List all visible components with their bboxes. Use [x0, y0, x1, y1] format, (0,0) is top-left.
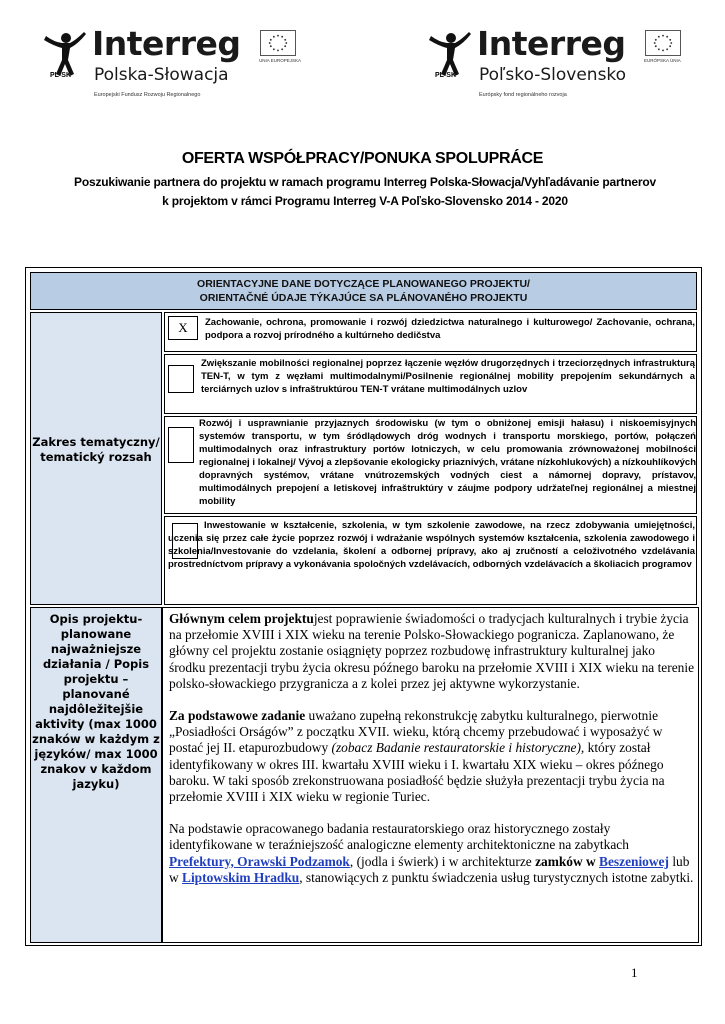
logo-program: Poľsko-Slovensko [479, 65, 627, 85]
logo-name: Interreg [477, 24, 626, 63]
eu-label: EURÓPSKA ÚNIA [644, 58, 681, 63]
option-text: Zachowanie, ochrona, promowanie i rozwój dziedzictwa naturalnego i kulturowego/ Zachovanie, ochrana, podpora a rozvoj prírodného a kultúrneho dedičstva [205, 317, 695, 341]
description-text: , stanowiących z punktu świadczenia usług turystycznych istotne zabytki. [299, 869, 694, 885]
option-checkbox[interactable] [168, 427, 194, 463]
description-text: , (jodla i świerk) i w architekturze [349, 853, 536, 869]
logo-code: PL-SK [50, 72, 71, 79]
option-text: Rozwój i usprawnianie przyjaznych środowisku (w tym o obniżonej emisji hałasu) i niskoemisyjnych systemów transportu, w tym śródlądowych dróg wodnych i transportu morskiego, portów, połączeń multimodalnych oraz infrastruktury portów lotniczych, w celu promowania zrównoważonej mobilności regionalnej i lokalnej/ Vývoj a zlepšovanie ekologicky priaznivých, vrátane nízkohlukových) a nízkouhlíkových dopravných systémov, vrátane vnútrozemských vodných ciest a námornej dopravy, prístavov, multimodálnych prepojení a letiskovej infraštruktúry v záujme podpory udržateľnej regionálnej a miestnej mobility [199, 418, 696, 507]
description-text: jest poprawienie świadomości o tradycjach kulturalnych i trybie życia na przełomie XVIII i XIX wieku na terenie Polsko-Słowackiego pogranicza. Zaplanowano, że główny cel projektu zostanie osiągnięty poprzez rozbudowę infrastruktury kulturalnej jako środku prezentacji trybu życia okresu późnego baroku na przełomie XVIII i XIX wieku na terenie polsko-słowackiego przygranicza a z kolei przez jej aktywne wykorzystanie. [169, 611, 695, 691]
thematic-option-4 [164, 516, 697, 605]
beszeniowej-link[interactable]: Beszeniowej [599, 853, 669, 869]
thematic-option-1 [164, 312, 697, 352]
prefektury-link[interactable]: Prefektury, Orawski Podzamok [169, 853, 350, 869]
project-table [25, 267, 702, 946]
restoration-study-note: (zobacz Badanie restauratorskie i historyczne), [331, 740, 585, 756]
description-paragraph-1 [169, 611, 694, 692]
description-text: uważano zupełną rekonstrukcję zabytku kulturalnego, pierwotnie „Posiadłości Orságów” z początku XVII. wieku, którą chcemy przebudować i wyposażyć w postać jej II. etapurozbudowy [169, 708, 663, 756]
logo-interreg-sk [425, 24, 725, 114]
table-header-line-2: ORIENTAČNÉ ÚDAJE TÝKAJÚCE SA PLÁNOVANÉHO PROJEKTU [199, 292, 528, 304]
eu-label: UNIA EUROPEJSKA [259, 58, 302, 63]
logo-program: Polska-Słowacja [94, 65, 229, 85]
description-paragraph-2 [169, 708, 694, 805]
main-task-heading: Za podstawowe zadanie [169, 708, 306, 724]
option-checkbox[interactable]: X [168, 316, 198, 340]
page-subtitle: Poszukiwanie partnera do projektu w ramach programu Interreg Polska-Słowacja/Vyhľadávanie partnerov k projektom v rámci Programu Interreg V-A Poľsko-Slovensko 2014 - 2020 [74, 175, 656, 208]
logo-fund: Európsky fond regionálneho rozvoja [479, 92, 567, 98]
castles-text: zamków w [535, 853, 596, 869]
logo-name: Interreg [92, 24, 241, 63]
liptowskim-hradku-link[interactable]: Liptowskim Hradku [182, 869, 300, 885]
option-text: Zwiększanie mobilności regionalnej poprzez łączenie węzłów drugorzędnych i trzeciorzędnych infrastrukturą TEN-T, w tym z węzłami multimodalnymi/Posilnenie regionálnej mobility prepojením sekundárnych a terciárnych uzlov s infraštruktúrou TEN-T vrátane multimodálnych uzlov [201, 358, 695, 395]
page-title: OFERTA WSPÓŁPRACY/PONUKA SPOLUPRÁCE [181, 150, 544, 167]
thematic-option-3 [164, 416, 697, 514]
thematic-scope-label: Zakres tematyczny/ tematický rozsah [30, 312, 162, 605]
option-checkbox[interactable] [168, 365, 194, 393]
logo-code: PL-SK [435, 72, 456, 79]
description-label: Opis projektu- planowane najważniejsze działania / Popis projektu – planované najdôležitejšie aktivity (max 1000 znaków w każdym z języków/ max 1000 znakov v každom jazyku) [30, 607, 162, 943]
thematic-option-2 [164, 354, 697, 414]
page-number: 1 [631, 965, 638, 980]
main-goal-heading: Głównym celem projektu [169, 611, 314, 626]
project-description [162, 607, 699, 943]
option-text: Inwestowanie w kształcenie, szkolenia, w tym szkolenie zawodowe, na rzecz zdobywania umiejętności, uczenia się przez całe życie poprzez rozwój i wdrażanie wspólnych systemów kształcenia, szkolenia zawodowego i szkolenia/Investovanie do vzdelania, školení a odbornej prípravy, ako aj zručností a celoživotného vzdelávania prostredníctvom prípravy a vykonávania spoločných vzdelávacích, odborných vzdelávacích a školiacich programov [168, 520, 695, 570]
description-paragraph-3 [169, 821, 694, 886]
description-text: Na podstawie opracowanego badania restauratorskiego oraz historycznego zostały identyfikowane w teraźniejszość analogiczne elementy architektoniczne na zabytkach [169, 821, 629, 853]
logo-interreg-pl [40, 24, 340, 114]
table-header-line-1: ORIENTACYJNE DANE DOTYCZĄCE PLANOWANEGO PROJEKTU/ [197, 278, 530, 290]
option-text-wrapper [168, 519, 695, 571]
description-text: lub w [169, 853, 690, 885]
eu-flag-icon [260, 30, 296, 56]
description-text: który został identyfikowany w okres III. kwartału XVIII wieku i I. kwartału XIX wieku – okres późnego baroku. W taki sposób zrekonstruowana posiadłość będzie służyła prezentacji trybu życia na przełomie XVIII i XIX wieku w regionie Turiec. [169, 740, 665, 805]
logo-fund: Europejski Fundusz Rozwoju Regionalnego [94, 92, 201, 98]
table-header [30, 272, 697, 310]
eu-flag-icon [645, 30, 681, 56]
